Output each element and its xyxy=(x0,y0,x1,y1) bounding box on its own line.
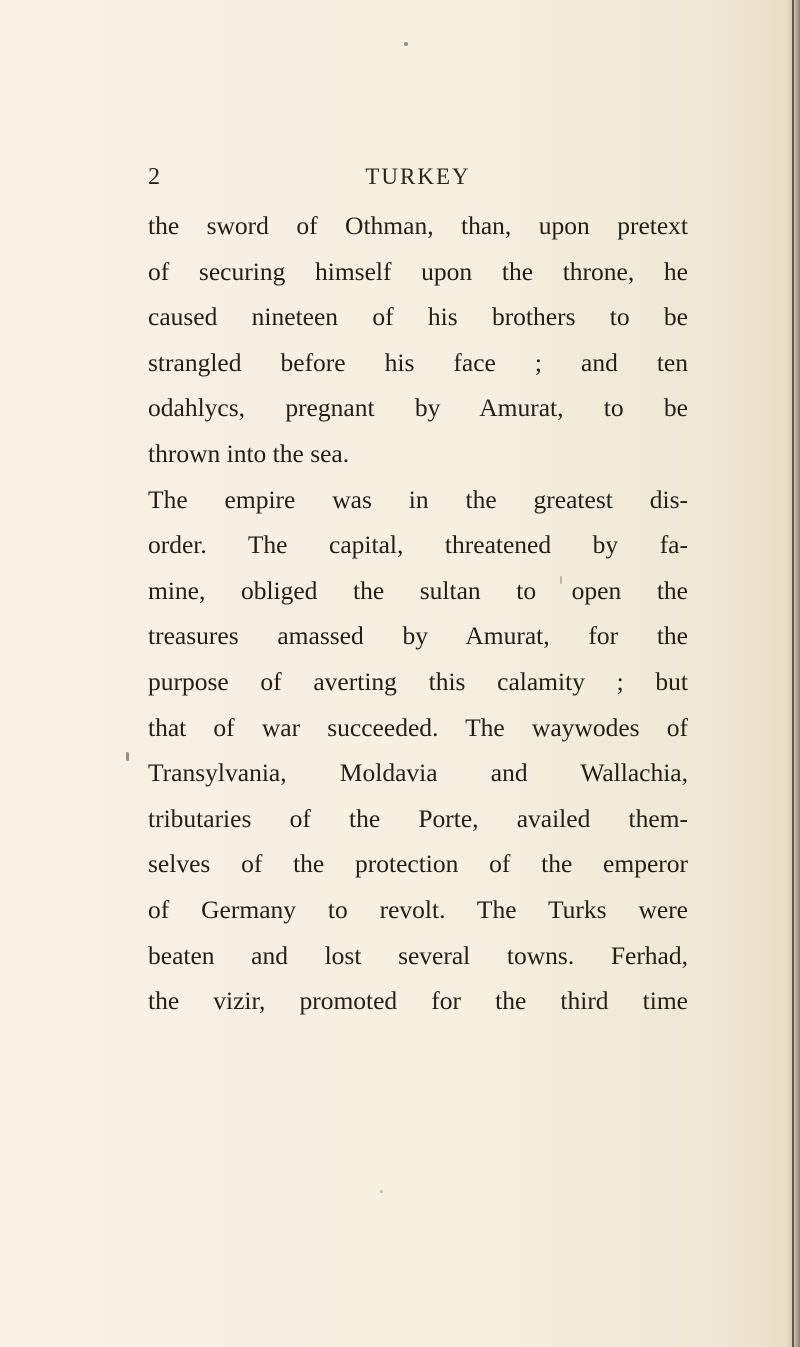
text-line: that of war succeeded. The waywodes of xyxy=(148,712,688,742)
paper-speck xyxy=(380,1190,383,1193)
text-line: of securing himself upon the throne, he xyxy=(148,256,688,286)
text-line: odahlycs, pregnant by Amurat, to be xyxy=(148,393,688,423)
body-text xyxy=(148,203,688,1024)
running-head: TURKEY xyxy=(365,164,471,189)
text-line: strangled before his face ; and ten xyxy=(148,347,688,377)
text-line: The empire was in the greatest dis- xyxy=(148,484,688,514)
page-edge-line xyxy=(792,0,794,1347)
page-number: 2 xyxy=(148,164,160,190)
text-line: thrown into the sea. xyxy=(148,438,350,468)
text-line: the vizir, promoted for the third time xyxy=(148,986,688,1016)
text-line: tributaries of the Porte, availed them- xyxy=(148,803,688,833)
paper-speck xyxy=(404,42,408,46)
text-line: selves of the protection of the emperor xyxy=(148,849,688,879)
text-line: beaten and lost several towns. Ferhad, xyxy=(148,940,688,970)
page-header xyxy=(148,162,688,202)
text-line: purpose of averting this calamity ; but xyxy=(148,666,688,696)
text-line: caused nineteen of his brothers to be xyxy=(148,302,688,332)
paper-speck xyxy=(126,752,129,761)
text-line: of Germany to revolt. The Turks were xyxy=(148,894,688,924)
text-line: mine, obliged the sultan to open the xyxy=(148,575,688,605)
text-line: Transylvania, Moldavia and Wallachia, xyxy=(148,758,688,788)
paper-speck xyxy=(560,576,562,584)
text-line: the sword of Othman, than, upon pretext xyxy=(148,211,688,240)
text-line: order. The capital, threatened by fa- xyxy=(148,530,688,560)
text-line: treasures amassed by Amurat, for the xyxy=(148,621,688,651)
